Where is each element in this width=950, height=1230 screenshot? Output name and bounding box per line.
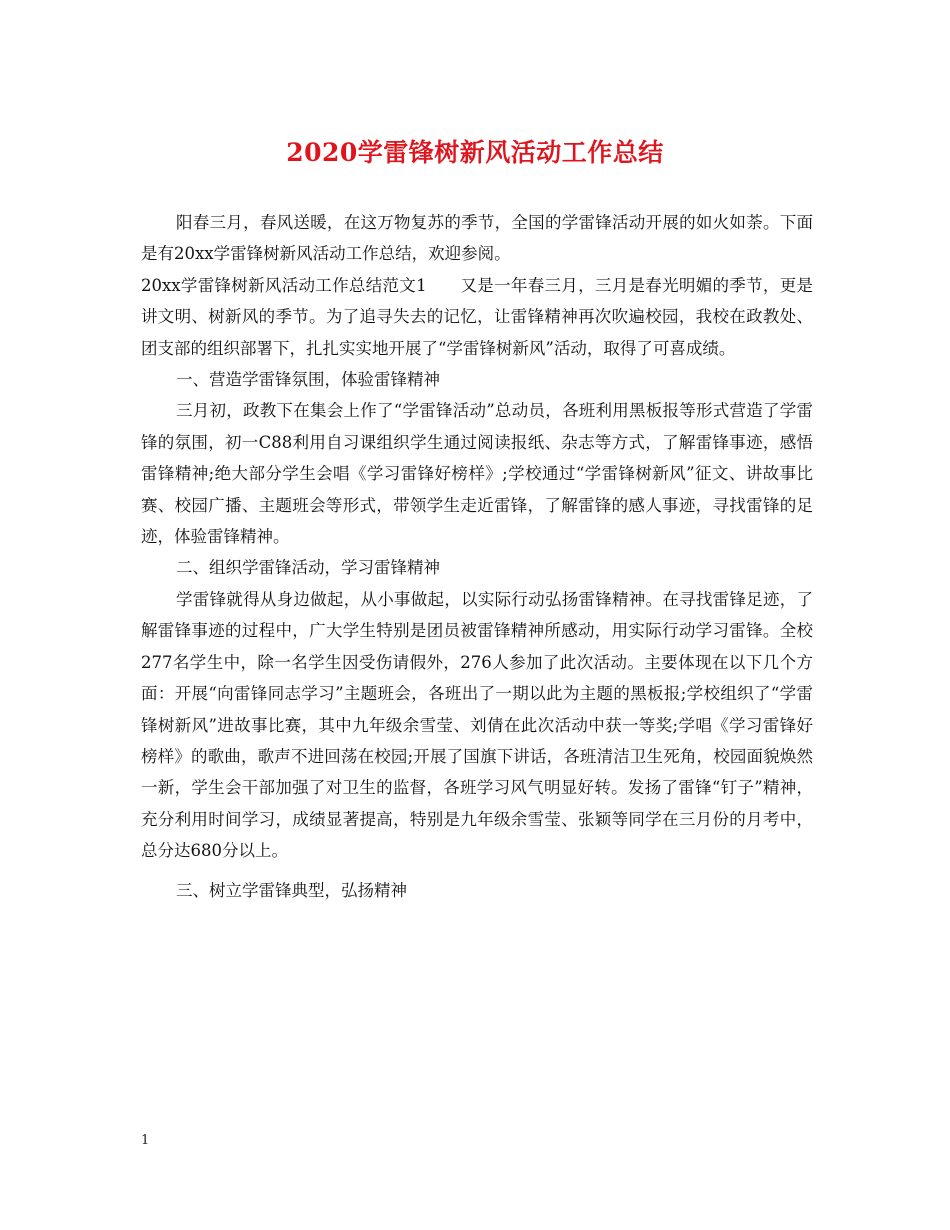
section-paragraph-2: 学雷锋就得从身边做起，从小事做起，以实际行动弘扬雷锋精神。在寻找雷锋足迹，了解雷锋事迹的过程中，广大学生特别是团员被雷锋精神所感动，用实际行动学习雷锋。全校277名学生中，除一名学生因受伤请假外，276人参加了此次活动。主要体现在以下几个方面：开展“向雷锋同志学习”主题班会，各班出了一期以此为主题的黑板报;学校组织了“学雷锋树新风”进故事比赛，其中九年级余雪莹、刘倩在此次活动中获一等奖;学唱《学习雷锋好榜样》的歌曲，歌声不进回荡在校园;开展了国旗下讲话，各班清洁卫生死角，校园面貌焕然一新，学生会干部加强了对卫生的监督，各班学习风气明显好转。发扬了雷锋“钉子”精神，充分利用时间学习，成绩显著提高，特别是九年级余雪莹、张颖等同学在三月份的月考中，总分达680分以上。: [141, 589, 813, 861]
section-heading-3: 三、树立学雷锋典型，弘扬精神: [176, 880, 407, 900]
section-paragraph-1: 三月初，政教下在集会上作了“学雷锋活动”总动员，各班利用黑板报等形式营造了学雷锋的氛围，初一C88利用自习课组织学生通过阅读报纸、杂志等方式，了解雷锋事迹，感悟雷锋精神;绝大部分学生会唱《学习雷锋好榜样》;学校通过“学雷锋树新风”征文、讲故事比赛、校园广播、主题班会等形式，带领学生走近雷锋，了解雷锋的感人事迹，寻找雷锋的足迹，体验雷锋精神。: [141, 401, 813, 547]
sample-paragraph: 20xx学雷锋树新风活动工作总结范文1 又是一年春三月，三月是春光明媚的季节，更是讲文明、树新风的季节。为了追寻失去的记忆，让雷锋精神再次吹遍校园，我校在政教处、团支部的组织部署下，扎扎实实地开展了“学雷锋树新风”活动，取得了可喜成绩。: [141, 275, 813, 358]
page-number: 1: [141, 1133, 150, 1148]
section-heading-1: 一、营造学雷锋氛围，体验雷锋精神: [176, 370, 440, 390]
document-body: [141, 207, 813, 906]
intro-paragraph: 阳春三月，春风送暖，在这万物复苏的季节，全国的学雷锋活动开展的如火如荼。下面是有20xx学雷锋树新风活动工作总结，欢迎参阅。: [141, 213, 813, 264]
document-title: 2020学雷锋树新风活动工作总结: [286, 138, 664, 167]
section-heading-2: 二、组织学雷锋活动，学习雷锋精神: [176, 558, 440, 578]
